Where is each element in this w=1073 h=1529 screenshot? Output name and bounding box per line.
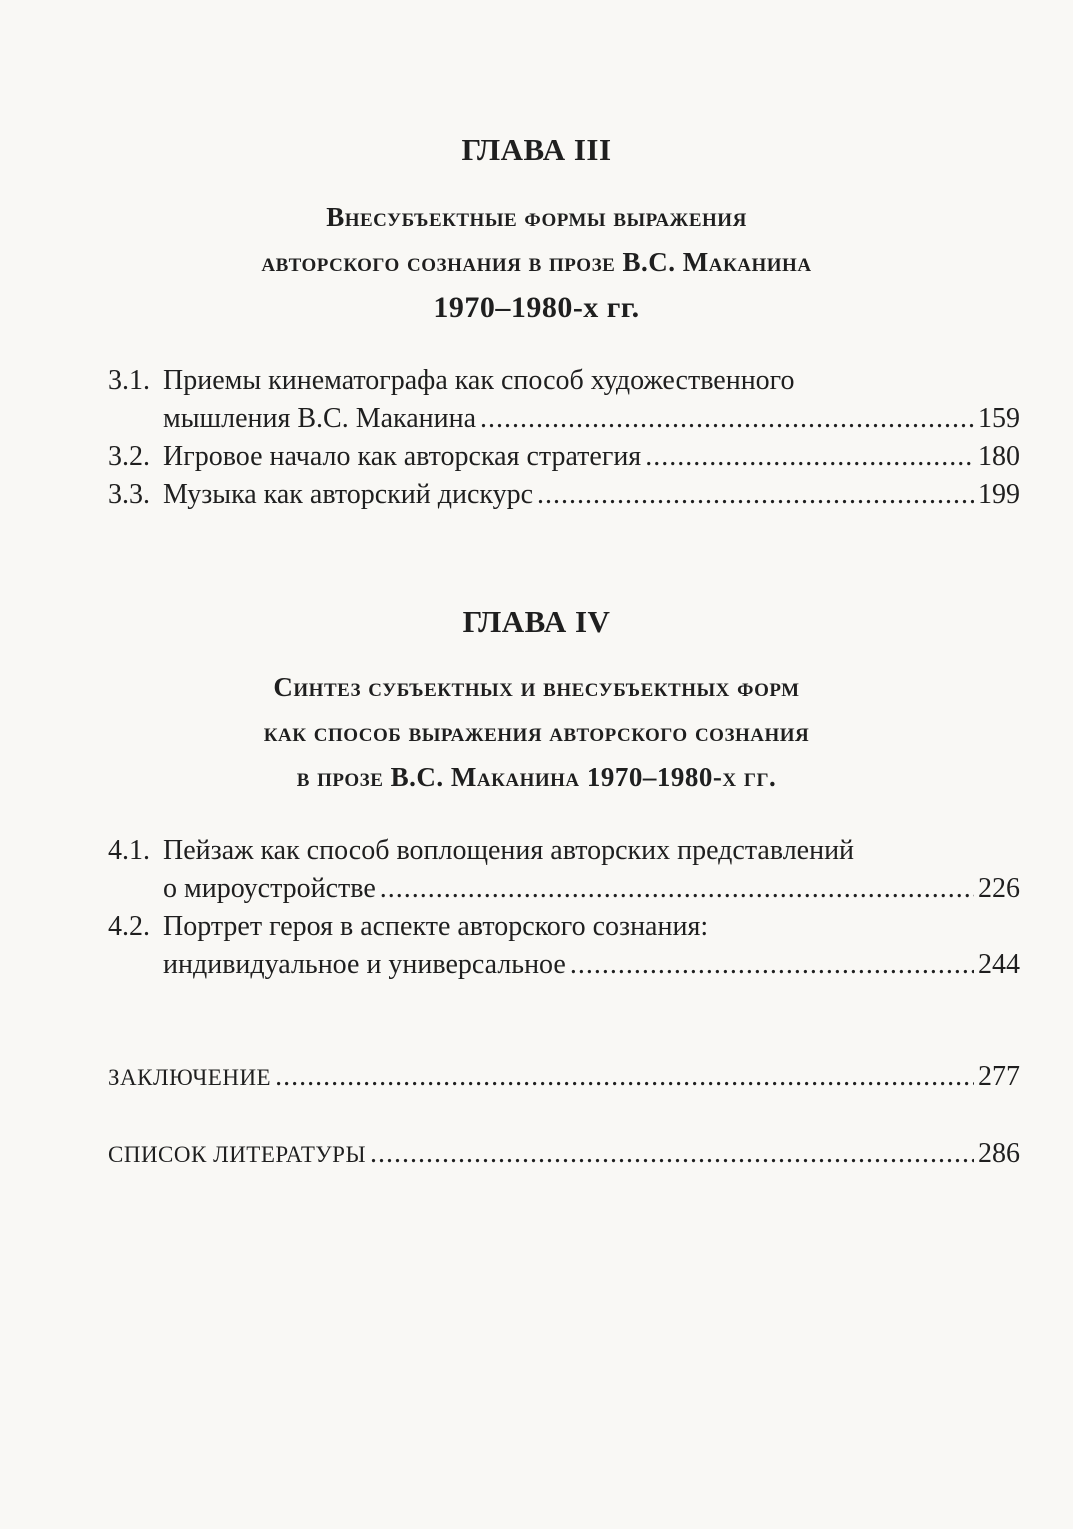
bibliography-label: СПИСОК ЛИТЕРАТУРЫ bbox=[108, 1142, 367, 1167]
entry-title-line-2: о мироустройстве bbox=[163, 873, 376, 904]
toc-entry-4-1[interactable] bbox=[108, 832, 1020, 908]
entry-number: 4.2. bbox=[108, 911, 150, 942]
entry-page-number: 180 bbox=[978, 441, 1020, 472]
dot-leader bbox=[537, 476, 974, 514]
chapter-3-title-line-2: авторского сознания в прозе В.С. Маканина bbox=[261, 247, 812, 277]
entry-title-line-1: Музыка как авторский дискурс bbox=[163, 479, 534, 510]
bibliography-page-number: 286 bbox=[978, 1138, 1020, 1169]
entry-page-number: 244 bbox=[978, 949, 1020, 980]
entry-title-line-1: Приемы кинематографа как способ художественного bbox=[163, 365, 795, 396]
entry-title-line-1: Игровое начало как авторская стратегия bbox=[163, 441, 642, 472]
entry-title-line-1: Портрет героя в аспекте авторского сознания: bbox=[163, 911, 709, 942]
conclusion-entry[interactable] bbox=[108, 1058, 1020, 1097]
chapter-4-title-line-3: в прозе В.С. Маканина 1970–1980-х гг. bbox=[296, 762, 777, 792]
chapter-3-title bbox=[0, 195, 1073, 330]
entry-number: 3.2. bbox=[108, 441, 150, 472]
entry-number: 3.3. bbox=[108, 479, 150, 510]
entry-page-number: 159 bbox=[978, 403, 1020, 434]
chapter-3-heading bbox=[0, 132, 1073, 168]
entry-page-number: 199 bbox=[978, 479, 1020, 510]
chapter-4-label: ГЛАВА IV bbox=[462, 604, 611, 639]
toc-entry-3-2[interactable] bbox=[108, 438, 1020, 476]
toc-entry-4-2[interactable] bbox=[108, 908, 1020, 984]
chapter-4-heading bbox=[0, 604, 1073, 640]
dot-leader bbox=[275, 1058, 974, 1096]
chapter-4-entries bbox=[108, 832, 1020, 984]
conclusion-page-number: 277 bbox=[978, 1061, 1020, 1092]
chapter-3-title-line-1: Внесубъектные формы выражения bbox=[326, 202, 747, 232]
entry-title-line-2: мышления В.С. Маканина bbox=[163, 403, 477, 434]
entry-number: 4.1. bbox=[108, 835, 150, 866]
chapter-3-label: ГЛАВА III bbox=[461, 132, 612, 167]
toc-entry-3-3[interactable] bbox=[108, 476, 1020, 514]
dot-leader bbox=[480, 400, 974, 438]
entry-title-line-1: Пейзаж как способ воплощения авторских представлений bbox=[163, 835, 855, 866]
entry-page-number: 226 bbox=[978, 873, 1020, 904]
chapter-4-title bbox=[0, 665, 1073, 800]
dot-leader bbox=[645, 438, 974, 476]
bibliography-entry[interactable] bbox=[108, 1135, 1020, 1174]
dot-leader bbox=[380, 870, 974, 908]
chapter-3-title-line-3: 1970–1980-х гг. bbox=[433, 291, 640, 324]
chapter-4-title-line-1: Синтез субъектных и внесубъектных форм bbox=[273, 672, 800, 702]
toc-entry-3-1[interactable] bbox=[108, 362, 1020, 438]
dot-leader bbox=[370, 1135, 974, 1173]
conclusion-label: ЗАКЛЮЧЕНИЕ bbox=[108, 1065, 272, 1090]
chapter-4-title-line-2: как способ выражения авторского сознания bbox=[263, 717, 810, 747]
chapter-3-entries bbox=[108, 362, 1020, 514]
entry-number: 3.1. bbox=[108, 365, 150, 396]
dot-leader bbox=[570, 946, 974, 984]
entry-title-line-2: индивидуальное и универсальное bbox=[163, 949, 566, 980]
